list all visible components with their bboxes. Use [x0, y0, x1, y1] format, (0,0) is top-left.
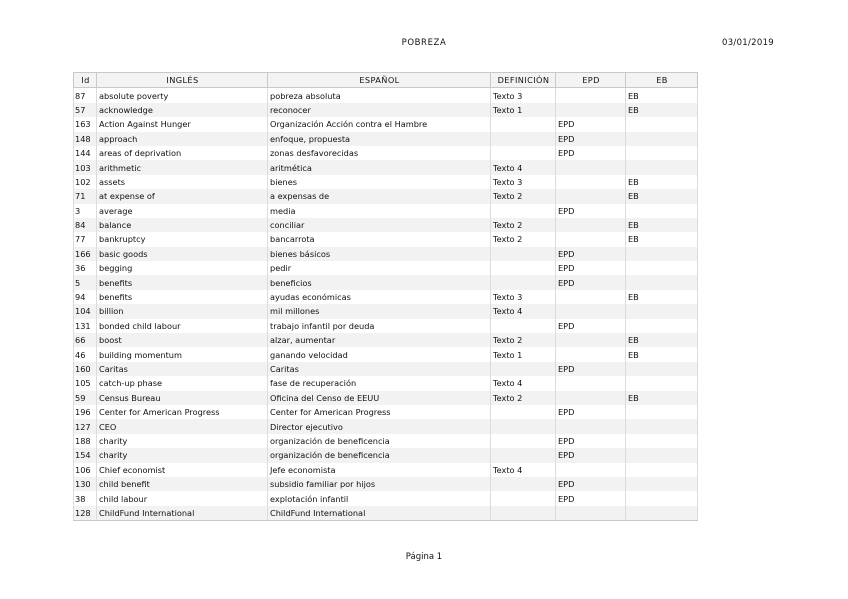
table-row	[74, 160, 698, 174]
cell-epd: EPD	[556, 132, 626, 146]
column-header-id: Id	[74, 73, 97, 88]
cell-eb: EB	[626, 347, 698, 361]
cell-epd	[556, 232, 626, 246]
cell-definicion	[491, 491, 556, 505]
table-row	[74, 290, 698, 304]
table-row	[74, 319, 698, 333]
cell-ingles: charity	[97, 448, 268, 462]
cell-eb: EB	[626, 232, 698, 246]
cell-ingles: child benefit	[97, 477, 268, 491]
cell-espanol: Oficina del Censo de EEUU	[268, 391, 491, 405]
cell-id: 128	[74, 506, 97, 521]
table-row	[74, 506, 698, 521]
table-row	[74, 103, 698, 117]
cell-ingles: ChildFund International	[97, 506, 268, 521]
cell-epd	[556, 160, 626, 174]
cell-eb: EB	[626, 103, 698, 117]
cell-id: 154	[74, 448, 97, 462]
cell-espanol: ChildFund International	[268, 506, 491, 521]
cell-eb: EB	[626, 218, 698, 232]
cell-espanol: conciliar	[268, 218, 491, 232]
cell-ingles: Caritas	[97, 362, 268, 376]
cell-id: 3	[74, 204, 97, 218]
cell-id: 104	[74, 304, 97, 318]
cell-id: 38	[74, 491, 97, 505]
cell-eb	[626, 376, 698, 390]
cell-definicion: Texto 2	[491, 232, 556, 246]
cell-definicion: Texto 3	[491, 290, 556, 304]
cell-espanol: explotación infantil	[268, 491, 491, 505]
cell-espanol: ganando velocidad	[268, 347, 491, 361]
cell-ingles: charity	[97, 434, 268, 448]
cell-eb: EB	[626, 391, 698, 405]
cell-definicion: Texto 3	[491, 88, 556, 103]
table-row	[74, 146, 698, 160]
cell-espanol: trabajo infantil por deuda	[268, 319, 491, 333]
table-row	[74, 333, 698, 347]
cell-definicion: Texto 2	[491, 189, 556, 203]
table-row	[74, 477, 698, 491]
cell-eb: EB	[626, 333, 698, 347]
report-title: POBREZA	[401, 38, 447, 48]
cell-definicion	[491, 405, 556, 419]
cell-espanol: Organización Acción contra el Hambre	[268, 117, 491, 131]
cell-espanol: Center for American Progress	[268, 405, 491, 419]
table-row	[74, 204, 698, 218]
cell-definicion	[491, 261, 556, 275]
cell-definicion: Texto 4	[491, 376, 556, 390]
cell-epd	[556, 290, 626, 304]
cell-ingles: child labour	[97, 491, 268, 505]
cell-definicion	[491, 477, 556, 491]
cell-id: 131	[74, 319, 97, 333]
cell-eb	[626, 117, 698, 131]
cell-id: 36	[74, 261, 97, 275]
cell-ingles: catch-up phase	[97, 376, 268, 390]
cell-id: 105	[74, 376, 97, 390]
cell-eb	[626, 247, 698, 261]
cell-id: 46	[74, 347, 97, 361]
cell-id: 5	[74, 275, 97, 289]
cell-espanol: alzar, aumentar	[268, 333, 491, 347]
cell-ingles: arithmetic	[97, 160, 268, 174]
cell-espanol: bienes básicos	[268, 247, 491, 261]
cell-definicion	[491, 132, 556, 146]
cell-ingles: benefits	[97, 275, 268, 289]
cell-epd	[556, 103, 626, 117]
cell-ingles: acknowledge	[97, 103, 268, 117]
table-row	[74, 419, 698, 433]
cell-id: 106	[74, 463, 97, 477]
table-row	[74, 261, 698, 275]
report-date: 03/01/2019	[722, 38, 774, 48]
cell-id: 77	[74, 232, 97, 246]
cell-ingles: absolute poverty	[97, 88, 268, 103]
cell-epd	[556, 419, 626, 433]
cell-eb	[626, 405, 698, 419]
table-row	[74, 247, 698, 261]
table-row	[74, 391, 698, 405]
cell-ingles: begging	[97, 261, 268, 275]
cell-eb	[626, 304, 698, 318]
cell-id: 59	[74, 391, 97, 405]
cell-definicion: Texto 2	[491, 391, 556, 405]
cell-ingles: areas of deprivation	[97, 146, 268, 160]
cell-id: 196	[74, 405, 97, 419]
cell-definicion: Texto 1	[491, 103, 556, 117]
cell-ingles: basic goods	[97, 247, 268, 261]
cell-epd: EPD	[556, 448, 626, 462]
cell-espanol: subsidio familiar por hijos	[268, 477, 491, 491]
column-header-espanol: ESPAÑOL	[268, 73, 491, 88]
cell-epd	[556, 189, 626, 203]
cell-espanol: zonas desfavorecidas	[268, 146, 491, 160]
cell-ingles: at expense of	[97, 189, 268, 203]
cell-espanol: Jefe economista	[268, 463, 491, 477]
cell-eb	[626, 477, 698, 491]
cell-definicion	[491, 247, 556, 261]
cell-epd	[556, 333, 626, 347]
cell-definicion: Texto 3	[491, 175, 556, 189]
cell-definicion: Texto 2	[491, 333, 556, 347]
cell-definicion	[491, 362, 556, 376]
cell-eb	[626, 362, 698, 376]
cell-epd	[556, 175, 626, 189]
cell-definicion: Texto 4	[491, 463, 556, 477]
table-body	[74, 88, 698, 521]
cell-eb: EB	[626, 189, 698, 203]
cell-id: 94	[74, 290, 97, 304]
cell-eb	[626, 491, 698, 505]
cell-epd	[556, 376, 626, 390]
table-row	[74, 376, 698, 390]
cell-ingles: Census Bureau	[97, 391, 268, 405]
cell-epd: EPD	[556, 261, 626, 275]
cell-espanol: ayudas económicas	[268, 290, 491, 304]
cell-definicion	[491, 275, 556, 289]
cell-id: 127	[74, 419, 97, 433]
cell-eb: EB	[626, 175, 698, 189]
cell-id: 87	[74, 88, 97, 103]
cell-eb	[626, 419, 698, 433]
table-row	[74, 463, 698, 477]
cell-epd	[556, 218, 626, 232]
cell-eb	[626, 448, 698, 462]
column-header-epd: EPD	[556, 73, 626, 88]
cell-epd: EPD	[556, 275, 626, 289]
cell-definicion	[491, 506, 556, 521]
cell-espanol: bienes	[268, 175, 491, 189]
cell-epd	[556, 304, 626, 318]
column-header-ingles: INGLÉS	[97, 73, 268, 88]
cell-id: 130	[74, 477, 97, 491]
table-row	[74, 88, 698, 103]
cell-ingles: Chief economist	[97, 463, 268, 477]
cell-definicion: Texto 4	[491, 304, 556, 318]
table-header-row	[74, 73, 698, 88]
cell-epd	[556, 463, 626, 477]
cell-definicion	[491, 319, 556, 333]
cell-eb	[626, 204, 698, 218]
cell-id: 66	[74, 333, 97, 347]
cell-ingles: Action Against Hunger	[97, 117, 268, 131]
cell-espanol: aritmética	[268, 160, 491, 174]
cell-id: 163	[74, 117, 97, 131]
cell-epd: EPD	[556, 362, 626, 376]
cell-epd: EPD	[556, 204, 626, 218]
glossary-table	[73, 72, 698, 521]
cell-eb	[626, 319, 698, 333]
cell-definicion	[491, 419, 556, 433]
cell-epd	[556, 88, 626, 103]
cell-epd: EPD	[556, 405, 626, 419]
table-row	[74, 347, 698, 361]
cell-definicion	[491, 146, 556, 160]
cell-epd: EPD	[556, 247, 626, 261]
table-row	[74, 218, 698, 232]
page-number: Página 1	[405, 552, 443, 562]
cell-id: 84	[74, 218, 97, 232]
table-row	[74, 232, 698, 246]
cell-definicion	[491, 117, 556, 131]
cell-id: 148	[74, 132, 97, 146]
cell-espanol: fase de recuperación	[268, 376, 491, 390]
cell-eb	[626, 160, 698, 174]
cell-epd	[556, 347, 626, 361]
cell-definicion	[491, 448, 556, 462]
table-row	[74, 175, 698, 189]
cell-ingles: average	[97, 204, 268, 218]
cell-eb	[626, 506, 698, 521]
cell-eb	[626, 463, 698, 477]
table-row	[74, 117, 698, 131]
cell-eb	[626, 261, 698, 275]
cell-espanol: a expensas de	[268, 189, 491, 203]
cell-espanol: Caritas	[268, 362, 491, 376]
cell-definicion: Texto 2	[491, 218, 556, 232]
table-row	[74, 132, 698, 146]
cell-ingles: assets	[97, 175, 268, 189]
cell-id: 71	[74, 189, 97, 203]
cell-epd	[556, 506, 626, 521]
cell-epd: EPD	[556, 477, 626, 491]
cell-id: 103	[74, 160, 97, 174]
table-row	[74, 434, 698, 448]
cell-eb	[626, 275, 698, 289]
cell-espanol: pobreza absoluta	[268, 88, 491, 103]
table-row	[74, 304, 698, 318]
cell-id: 57	[74, 103, 97, 117]
column-header-definicion: DEFINICIÓN	[491, 73, 556, 88]
cell-definicion	[491, 204, 556, 218]
cell-ingles: boost	[97, 333, 268, 347]
table-row	[74, 275, 698, 289]
cell-id: 144	[74, 146, 97, 160]
cell-id: 102	[74, 175, 97, 189]
cell-eb: EB	[626, 88, 698, 103]
cell-id: 166	[74, 247, 97, 261]
table-row	[74, 362, 698, 376]
table-row	[74, 189, 698, 203]
cell-ingles: benefits	[97, 290, 268, 304]
cell-espanol: media	[268, 204, 491, 218]
table-row	[74, 405, 698, 419]
cell-eb	[626, 146, 698, 160]
cell-epd: EPD	[556, 319, 626, 333]
cell-epd: EPD	[556, 434, 626, 448]
cell-espanol: enfoque, propuesta	[268, 132, 491, 146]
cell-ingles: Center for American Progress	[97, 405, 268, 419]
cell-definicion	[491, 434, 556, 448]
table-row	[74, 448, 698, 462]
cell-espanol: reconocer	[268, 103, 491, 117]
cell-ingles: bonded child labour	[97, 319, 268, 333]
cell-espanol: organización de beneficencia	[268, 434, 491, 448]
cell-espanol: Director ejecutivo	[268, 419, 491, 433]
cell-ingles: CEO	[97, 419, 268, 433]
cell-espanol: bancarrota	[268, 232, 491, 246]
cell-espanol: mil millones	[268, 304, 491, 318]
cell-id: 160	[74, 362, 97, 376]
table-row	[74, 491, 698, 505]
cell-ingles: balance	[97, 218, 268, 232]
cell-ingles: approach	[97, 132, 268, 146]
cell-definicion: Texto 1	[491, 347, 556, 361]
column-header-eb: EB	[626, 73, 698, 88]
cell-id: 188	[74, 434, 97, 448]
cell-definicion: Texto 4	[491, 160, 556, 174]
cell-espanol: organización de beneficencia	[268, 448, 491, 462]
cell-eb: EB	[626, 290, 698, 304]
cell-epd: EPD	[556, 117, 626, 131]
cell-espanol: beneficios	[268, 275, 491, 289]
cell-epd: EPD	[556, 146, 626, 160]
cell-eb	[626, 434, 698, 448]
cell-eb	[626, 132, 698, 146]
cell-epd: EPD	[556, 491, 626, 505]
cell-espanol: pedir	[268, 261, 491, 275]
cell-epd	[556, 391, 626, 405]
cell-ingles: building momentum	[97, 347, 268, 361]
cell-ingles: billion	[97, 304, 268, 318]
cell-ingles: bankruptcy	[97, 232, 268, 246]
